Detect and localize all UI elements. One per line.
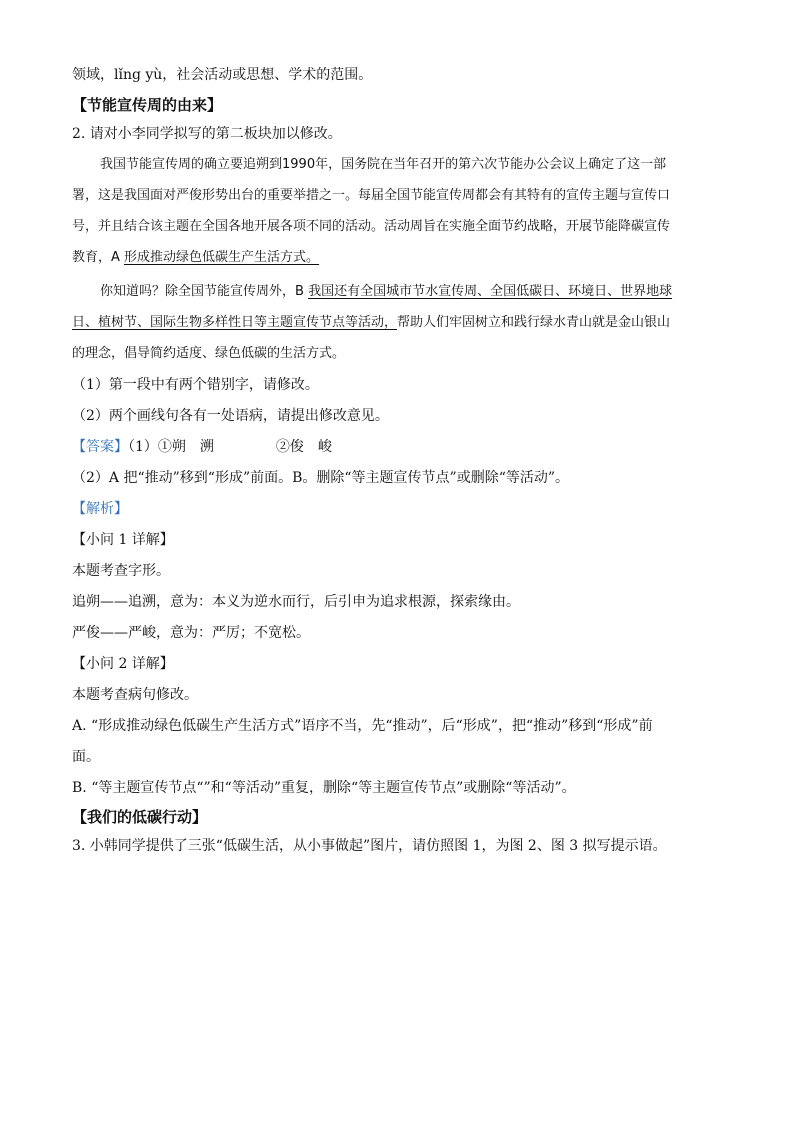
answer-1b: ②俊 峻 <box>275 439 332 455</box>
section-heading-origin: 【节能宣传周的由来】 <box>72 96 223 114</box>
detail-2-line3: 面。 <box>72 749 100 765</box>
sub-question-1: （1）第一段中有两个错别字，请修改。 <box>72 377 319 393</box>
underlined-sentence-b-part2: 日、植树节、国际生物多样性日等主题宣传节点等活动， <box>72 315 398 330</box>
sub-detail-2-heading: 【小问 2 详解】 <box>72 656 174 672</box>
passage-p2-line1 <box>100 282 672 302</box>
question-3: 3. 小韩同学提供了三张“低碳生活，从小事做起”图片，请仿照图 1，为图 2、图 3 拟写提示语。 <box>72 838 667 854</box>
answer-line-2: （2）A 把“推动”移到“形成”前面。B。删除“等主题宣传节点”或删除“等活动”。 <box>72 470 570 486</box>
definition-line: 领域，lǐng yù，社会活动或思想、学术的范围。 <box>72 67 373 83</box>
answer-1a: （1）①朔 溯 <box>128 439 214 455</box>
passage-p2-line2 <box>72 313 670 333</box>
section-heading-actions: 【我们的低碳行动】 <box>72 808 208 826</box>
passage-p2-line3: 的理念，倡导简约适度、绿色低碳的生活方式。 <box>72 346 346 361</box>
detail-2-line1: 本题考查病句修改。 <box>72 687 198 703</box>
passage-p2-prefix: 你知道吗？除全国节能宣传周外，B <box>100 284 309 299</box>
passage-p1-line1: 我国节能宣传周的确立要追朔到1990年，国务院在当年召开的第六次节能办公会议上确定了这一部 <box>100 157 667 172</box>
detail-2-line2: A. “形成推动绿色低碳生产生活方式”语序不当，先“推动”，后“形成”，把“推动”移到“形成”前 <box>72 718 653 734</box>
sub-question-2: （2）两个画线句各有一处语病，请提出修改意见。 <box>72 408 389 424</box>
underlined-sentence-a: 形成推动绿色低碳生产生活方式。 <box>124 250 320 265</box>
question-2: 2. 请对小李同学拟写的第二板块加以修改。 <box>72 126 342 142</box>
passage-p1-line4 <box>72 248 319 268</box>
detail-1-line2: 追朔——追溯，意为：本义为逆水而行，后引申为追求根源，探索缘由。 <box>72 594 520 610</box>
sub-detail-1-heading: 【小问 1 详解】 <box>72 532 174 548</box>
passage-p1-line3: 号，并且结合该主题在全国各地开展各项不同的活动。活动周旨在实施全面节约战略，开展节能降碳宣传 <box>72 219 671 234</box>
answer-label: 【答案】 <box>72 439 128 455</box>
detail-1-line1: 本题考查字形。 <box>72 563 170 579</box>
detail-2-line4: B. “等主题宣传节点“”和“等活动”重复，删除“等主题宣传节点”或删除“等活动”。 <box>72 780 576 796</box>
passage-p1-line2: 署，这是我国面对严俊形势出台的重要举措之一。每届全国节能宣传周都会有其特有的宣传主题与宣传口 <box>72 188 671 203</box>
passage-p2-rest: 帮助人们牢固树立和践行绿水青山就是金山银山 <box>397 315 671 330</box>
underlined-sentence-b-part1: 我国还有全国城市节水宣传周、全国低碳日、环境日、世界地球 <box>308 284 673 299</box>
answer-line-1 <box>72 437 332 457</box>
analysis-label: 【解析】 <box>72 501 128 517</box>
passage-p1-prefix: 教育，A <box>72 250 125 265</box>
detail-1-line3: 严俊——严峻，意为：严厉；不宽松。 <box>72 625 310 641</box>
